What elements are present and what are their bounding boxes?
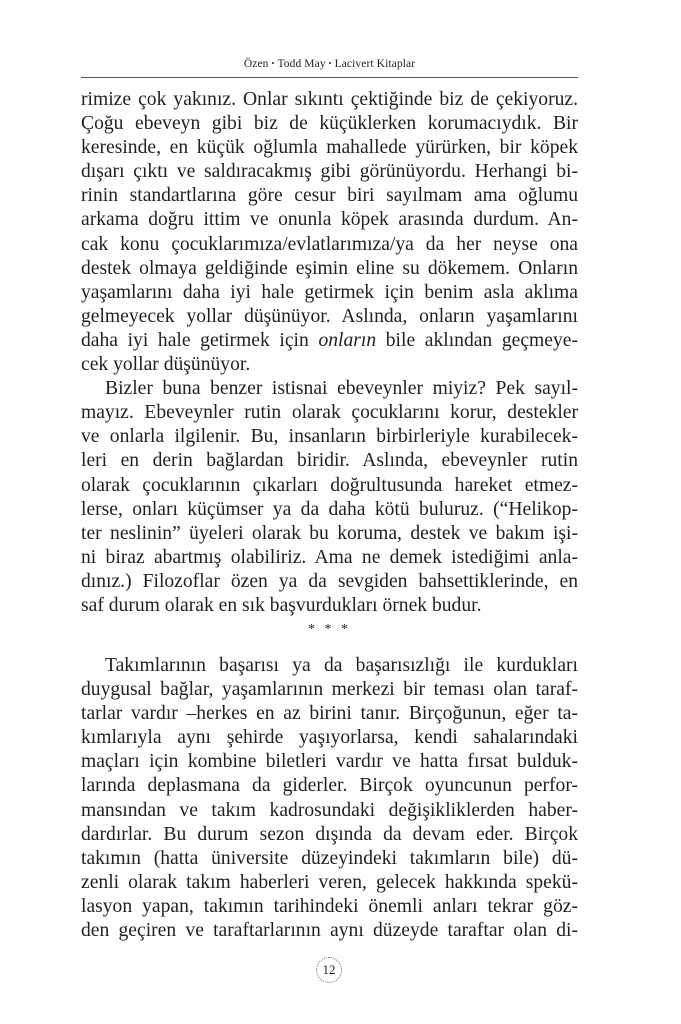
text-line: Çoğu ebeveyn gibi biz de küçüklerken korumacıydık. Bir xyxy=(81,113,578,135)
header-book-title: Özen xyxy=(243,58,269,70)
text-line: duygusal bağlar, yaşamlarının merkezi bir teması olan taraf- xyxy=(81,679,578,701)
header-separator-bullet: • xyxy=(271,59,275,68)
text-line: olarak çocuklarının çıkarları doğrultusunda hareket etmez- xyxy=(81,474,578,496)
text-line: keresinde, en küçük oğlumla mahallede yürürken, bir köpek xyxy=(81,137,578,159)
text-line: takımın (hatta üniversite düzeyindeki takımların bile) dü- xyxy=(81,847,578,869)
section-break-asterisks: * * * xyxy=(308,622,351,637)
text-line: dardırlar. Bu durum sezon dışında da devam eder. Birçok xyxy=(81,823,578,845)
body-text-block-1 xyxy=(81,88,578,618)
text-line: yaşamlarını daha iyi hale getirmek için benim asla aklıma xyxy=(81,281,578,303)
text-line: Bizler buna benzer istisnai ebeveynler miyiz? Pek sayıl- xyxy=(105,378,578,400)
text-line: saf durum olarak en sık başvurdukları örnek budur. xyxy=(81,594,482,616)
text-line: rinin standartlarına göre cesur biri sayılmam ama oğlumu xyxy=(81,185,578,207)
text-line: ni biraz abartmış olabiliriz. Ama ne demek istediğimi anla- xyxy=(81,546,578,568)
header-publisher: Lacivert Kitaplar xyxy=(334,58,416,70)
text-line: cak konu çocuklarımıza/evlatlarımıza/ya da her neyse ona xyxy=(81,233,578,255)
text-line: larında deplasmana da giderler. Birçok oyuncunun perfor- xyxy=(81,775,578,797)
text-line: leri en derin bağlardan biridir. Aslında, ebeveynler rutin xyxy=(81,450,578,472)
text-line: cek yollar düşünüyor. xyxy=(81,354,251,376)
header-separator-bullet: • xyxy=(328,59,332,68)
page-number-badge: 12 xyxy=(316,957,342,983)
text-line: dınız.) Filozoflar özen ya da sevgiden bahsettiklerinde, en xyxy=(81,570,578,592)
body-text-block-2 xyxy=(81,654,578,943)
text-line: ve onlarla ilgilenir. Bu, insanların birbirleriyle kurabilecek- xyxy=(81,426,578,448)
header-rule xyxy=(81,77,578,78)
text-line: den geçiren ve taraftarlarının aynı düzeyde taraftar olan di- xyxy=(81,920,578,942)
text-line: lasyon yapan, takımın tarihindeki önemli anları tekrar göz- xyxy=(81,895,578,917)
text-line: arkama doğru ittim ve onunla köpek arasında durdum. An- xyxy=(81,209,578,231)
text-line: mayız. Ebeveynler rutin olarak çocuklarını korur, destekler xyxy=(81,402,578,424)
text-line: tarlar vardır –herkes en az birini tanır. Birçoğunun, eğer ta- xyxy=(81,703,578,725)
text-line: maçları için kombine biletleri vardır ve hatta fırsat bulduk- xyxy=(81,751,578,773)
text-line-with-emphasis xyxy=(81,329,578,353)
text-line: rimize çok yakınız. Onlar sıkıntı çektiğinde biz de çekiyoruz. xyxy=(81,89,578,110)
text-line: lerse, onları küçümser ya da daha kötü buluruz. (“Helikop- xyxy=(81,498,578,520)
emphasized-word: onların xyxy=(318,329,377,351)
text-line: Takımlarının başarısı ya da başarısızlığı ile kurdukları xyxy=(105,655,578,676)
text-segment: bile aklından geçmeye- xyxy=(376,329,578,351)
text-line: kımlarıyla aynı şehirde yaşıyorlarsa, kendi sahalarındaki xyxy=(81,727,578,749)
text-line: destek olmaya geldiğinde eşimin eline su dökemem. Onların xyxy=(81,257,578,279)
text-segment: daha iyi hale getirmek için xyxy=(81,329,319,351)
text-line: mansından ve takım kadrosundaki değişikliklerden haber- xyxy=(81,799,578,821)
text-line: zenli olarak takım haberleri veren, gelecek hakkında spekü- xyxy=(81,871,578,893)
header-author: Todd May xyxy=(277,58,326,70)
text-line: gelmeyecek yollar düşünüyor. Aslında, onların yaşamlarını xyxy=(81,305,578,327)
text-line: ter neslinin” üyeleri olarak bu koruma, destek ve bakım işi- xyxy=(81,522,578,544)
text-line: dışarı çıktı ve saldıracakmış gibi görünüyordu. Herhangi bi- xyxy=(81,161,578,183)
running-header xyxy=(81,58,578,70)
